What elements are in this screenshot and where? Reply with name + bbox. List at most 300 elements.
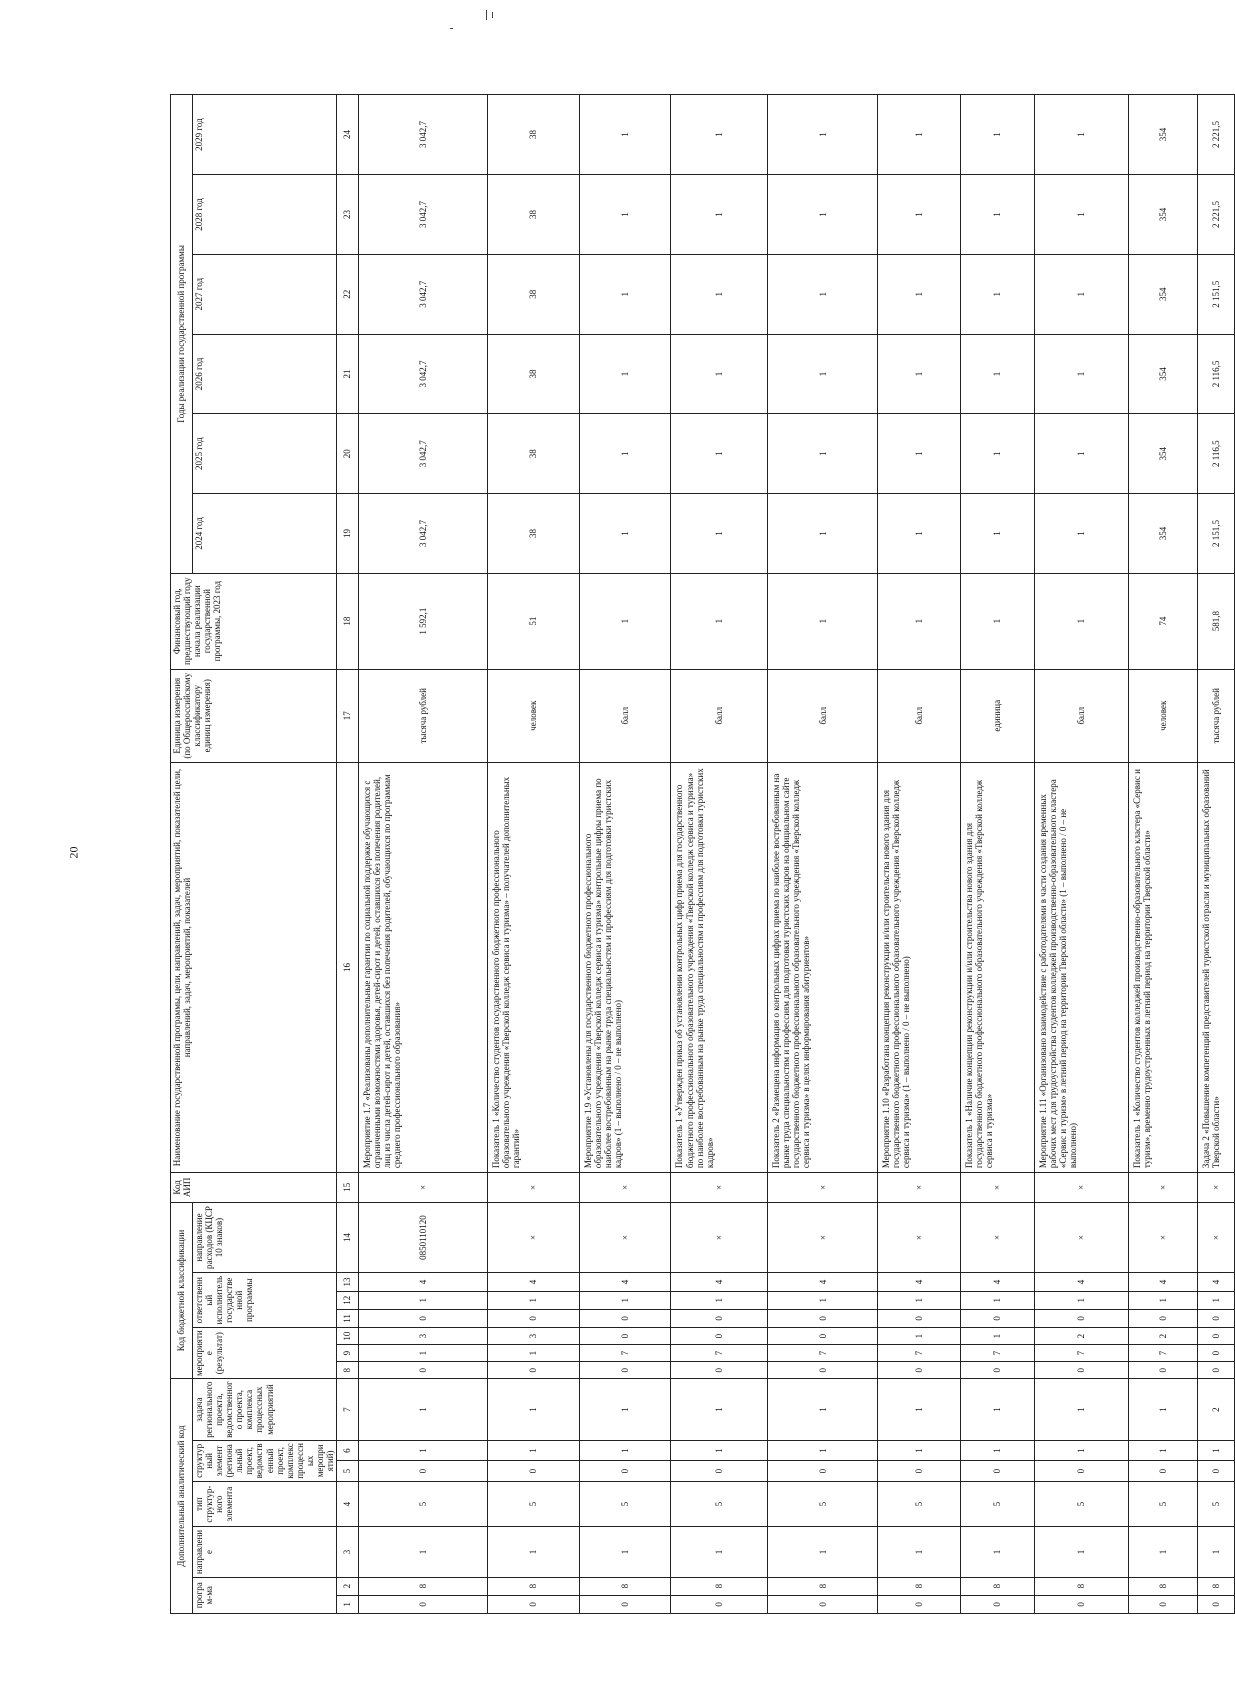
table-row bbox=[961, 95, 1035, 1614]
year-value-cell: 1 bbox=[767, 414, 877, 494]
code-cell: × bbox=[878, 1202, 961, 1273]
code-cell: 4 bbox=[1034, 1273, 1128, 1291]
code-cell: 8 bbox=[487, 1577, 579, 1595]
row-name: Мероприятие 1.9 «Установлены для государственного бюджетного профессионального образовательного учреждения «Тверской колледж сервиса и туризма» контрольные цифры приема по наиболее востребованным на рынке труда специальностям и профессиям для подготовки туристских кадров» (1 – выполнено / 0 – не выполнено) bbox=[579, 762, 671, 1172]
code-cell: 1 bbox=[878, 1379, 961, 1441]
table-row bbox=[1197, 95, 1234, 1614]
code-cell: 7 bbox=[767, 1345, 877, 1362]
code-cell: 8 bbox=[767, 1577, 877, 1595]
year-value-cell: 1 bbox=[961, 95, 1035, 175]
row-name: Показатель 1 «Утвержден приказ об установлении контрольных цифр приема для государственного бюджетного профессионального образовательного учреждения «Тверской колледж сервиса и туризма» по наиболее востребованным на рынке труда специальностям и профессиям для подготовки туристских кадров» bbox=[671, 762, 768, 1172]
year-value-cell: 1 bbox=[671, 334, 768, 414]
unit-cell: тысяча рублей bbox=[1197, 669, 1234, 762]
code-cell: × bbox=[961, 1202, 1035, 1273]
unit-cell: человек bbox=[487, 669, 579, 762]
header-additional-code: Дополнительный аналитический код bbox=[171, 1379, 193, 1614]
column-number: 1 bbox=[337, 1595, 359, 1613]
code-cell: 1 bbox=[1128, 1440, 1197, 1461]
year-value-cell: 1 bbox=[671, 95, 768, 175]
column-number: 6 bbox=[337, 1440, 359, 1461]
base-year-cell: 1 bbox=[878, 573, 961, 669]
year-value-cell: 38 bbox=[487, 494, 579, 574]
row-name: Мероприятие 1.7 «Реализованы дополнительные гарантии по социальной поддержке обучающихся с ограниченными возможностями здоровья, детей-сирот и детей, оставшихся без попечения родителей, лиц из числа детей-сирот и детей, оставшихся без попечения родителей, обучающихся по программам среднего профессионального образования» bbox=[358, 762, 487, 1172]
column-number: 16 bbox=[337, 762, 359, 1172]
year-value-cell: 1 bbox=[579, 334, 671, 414]
code-cell: 5 bbox=[1128, 1481, 1197, 1527]
code-cell: 0 bbox=[961, 1362, 1035, 1379]
code-cell: 0 bbox=[487, 1362, 579, 1379]
year-value-cell: 3 042,7 bbox=[358, 95, 487, 175]
code-cell: 1 bbox=[579, 1379, 671, 1441]
unit-cell: тысяча рублей bbox=[358, 669, 487, 762]
unit-cell: балл bbox=[767, 669, 877, 762]
code-cell: 1 bbox=[767, 1440, 877, 1461]
code-cell: 1 bbox=[487, 1440, 579, 1461]
code-cell: 4 bbox=[1128, 1273, 1197, 1291]
code-cell: 5 bbox=[1034, 1481, 1128, 1527]
code-cell: 1 bbox=[961, 1527, 1035, 1577]
year-value-cell: 38 bbox=[487, 414, 579, 494]
code-cell: 0 bbox=[767, 1595, 877, 1613]
year-value-cell: 1 bbox=[961, 494, 1035, 574]
code-cell: 2 bbox=[1128, 1328, 1197, 1345]
header-direction: направление bbox=[193, 1527, 337, 1577]
base-year-cell: 1 bbox=[1034, 573, 1128, 669]
code-cell: 5 bbox=[579, 1481, 671, 1527]
code-cell: 8 bbox=[878, 1577, 961, 1595]
code-cell: 0 bbox=[1128, 1309, 1197, 1327]
code-cell: 7 bbox=[671, 1345, 768, 1362]
code-cell: 0 bbox=[487, 1309, 579, 1327]
code-cell: 0 bbox=[579, 1362, 671, 1379]
column-number: 11 bbox=[337, 1309, 359, 1327]
year-value-cell: 1 bbox=[961, 175, 1035, 255]
table-row bbox=[767, 95, 877, 1614]
year-value-cell: 1 bbox=[767, 494, 877, 574]
column-number: 4 bbox=[337, 1481, 359, 1527]
row-name: Задача 2 «Повышение компетенций представителей туристской отрасли и муниципальных образований Тверской области» bbox=[1197, 762, 1234, 1172]
code-cell: 7 bbox=[579, 1345, 671, 1362]
code-cell: 0 bbox=[487, 1595, 579, 1613]
code-cell: × bbox=[1197, 1202, 1234, 1273]
code-cell: 1 bbox=[1197, 1440, 1234, 1461]
code-cell: 0 bbox=[1034, 1461, 1128, 1482]
column-number: 19 bbox=[337, 494, 359, 574]
code-cell: × bbox=[358, 1173, 487, 1203]
year-value-cell: 3 042,7 bbox=[358, 175, 487, 255]
year-value-cell: 1 bbox=[579, 175, 671, 255]
code-cell: 8 bbox=[1197, 1577, 1234, 1595]
year-value-cell: 1 bbox=[961, 414, 1035, 494]
code-cell: × bbox=[487, 1173, 579, 1203]
code-cell: 1 bbox=[878, 1291, 961, 1309]
code-cell: 0 bbox=[1128, 1595, 1197, 1613]
column-number: 8 bbox=[337, 1362, 359, 1379]
code-cell: 7 bbox=[1034, 1345, 1128, 1362]
row-name: Мероприятие 1.10 «Разработана концепция реконструкции и/или строительства нового здания для государственного бюджетного профессионального образовательного учреждения «Тверской колледж сервиса и туризма» (1 – выполнено / 0 – не выполнено) bbox=[878, 762, 961, 1172]
code-cell: 7 bbox=[878, 1345, 961, 1362]
code-cell: 1 bbox=[487, 1527, 579, 1577]
code-cell: 0 bbox=[878, 1595, 961, 1613]
code-cell: 1 bbox=[961, 1328, 1035, 1345]
code-cell: 7 bbox=[961, 1345, 1035, 1362]
code-cell: 1 bbox=[961, 1291, 1035, 1309]
table-row bbox=[671, 95, 768, 1614]
year-value-cell: 1 bbox=[671, 414, 768, 494]
code-cell: 3 bbox=[358, 1328, 487, 1345]
year-value-cell: 1 bbox=[878, 254, 961, 334]
code-cell: 0 bbox=[671, 1328, 768, 1345]
table-row bbox=[878, 95, 961, 1614]
column-number: 5 bbox=[337, 1461, 359, 1482]
table-row bbox=[1034, 95, 1128, 1614]
year-value-cell: 1 bbox=[1034, 494, 1128, 574]
code-cell: 1 bbox=[671, 1440, 768, 1461]
code-cell: 1 bbox=[1197, 1527, 1234, 1577]
code-cell: 5 bbox=[767, 1481, 877, 1527]
header-year: 2024 год bbox=[193, 494, 337, 574]
column-number: 12 bbox=[337, 1291, 359, 1309]
year-value-cell: 1 bbox=[1034, 254, 1128, 334]
base-year-cell: 1 bbox=[961, 573, 1035, 669]
year-value-cell: 1 bbox=[767, 254, 877, 334]
rotated-table-wrapper bbox=[170, 94, 1221, 1614]
header-year: 2027 год bbox=[193, 254, 337, 334]
header-program: програм-ма bbox=[193, 1577, 337, 1613]
code-cell: 4 bbox=[358, 1273, 487, 1291]
table-row bbox=[487, 95, 579, 1614]
year-value-cell: 1 bbox=[1034, 414, 1128, 494]
code-cell: 0 bbox=[579, 1328, 671, 1345]
column-number: 13 bbox=[337, 1273, 359, 1291]
code-cell: 1 bbox=[671, 1291, 768, 1309]
header-expense: направление расходов (КЦСР 10 знаков) bbox=[193, 1202, 337, 1273]
year-value-cell: 38 bbox=[487, 254, 579, 334]
year-value-cell: 354 bbox=[1128, 494, 1197, 574]
column-number: 18 bbox=[337, 573, 359, 669]
code-cell: 0 bbox=[358, 1362, 487, 1379]
column-number: 15 bbox=[337, 1173, 359, 1203]
year-value-cell: 1 bbox=[878, 494, 961, 574]
base-year-cell: 74 bbox=[1128, 573, 1197, 669]
year-value-cell: 1 bbox=[878, 95, 961, 175]
code-cell: 4 bbox=[961, 1273, 1035, 1291]
column-number: 2 bbox=[337, 1577, 359, 1595]
year-value-cell: 1 bbox=[579, 414, 671, 494]
code-cell: 5 bbox=[358, 1481, 487, 1527]
code-cell: 0850110120 bbox=[358, 1202, 487, 1273]
code-cell: 0 bbox=[1128, 1362, 1197, 1379]
code-cell: 2 bbox=[1034, 1328, 1128, 1345]
column-number: 10 bbox=[337, 1328, 359, 1345]
code-cell: × bbox=[671, 1173, 768, 1203]
header-name: Наименование государственной программы, цели, направлений, задач, мероприятий, показателей цели, направлений, задач, мероприятий, показателей bbox=[171, 762, 337, 1172]
code-cell: 1 bbox=[579, 1527, 671, 1577]
code-cell: 0 bbox=[767, 1309, 877, 1327]
code-cell: 2 bbox=[1197, 1379, 1234, 1441]
code-cell: × bbox=[1034, 1173, 1128, 1203]
code-cell: 0 bbox=[1128, 1461, 1197, 1482]
code-cell: 1 bbox=[1128, 1291, 1197, 1309]
unit-cell: балл bbox=[579, 669, 671, 762]
code-cell: × bbox=[1128, 1173, 1197, 1203]
unit-cell: балл bbox=[1034, 669, 1128, 762]
code-cell: 8 bbox=[961, 1577, 1035, 1595]
year-value-cell: 38 bbox=[487, 334, 579, 414]
page-number: 20 bbox=[66, 846, 81, 859]
year-value-cell: 2 221,5 bbox=[1197, 175, 1234, 255]
code-cell: 1 bbox=[1034, 1291, 1128, 1309]
year-value-cell: 3 042,7 bbox=[358, 254, 487, 334]
header-type: тип структур-ного элемента bbox=[193, 1481, 337, 1527]
unit-cell: балл bbox=[671, 669, 768, 762]
code-cell: 1 bbox=[878, 1328, 961, 1345]
year-value-cell: 1 bbox=[579, 95, 671, 175]
code-cell: 8 bbox=[671, 1577, 768, 1595]
code-cell: 1 bbox=[579, 1291, 671, 1309]
code-cell: 8 bbox=[358, 1577, 487, 1595]
year-value-cell: 1 bbox=[579, 494, 671, 574]
code-cell: 0 bbox=[579, 1461, 671, 1482]
code-cell: 0 bbox=[579, 1595, 671, 1613]
column-number: 3 bbox=[337, 1527, 359, 1577]
code-cell: 1 bbox=[358, 1291, 487, 1309]
code-cell: 0 bbox=[671, 1309, 768, 1327]
year-value-cell: 1 bbox=[671, 254, 768, 334]
base-year-cell: 1 bbox=[579, 573, 671, 669]
code-cell: 0 bbox=[767, 1362, 877, 1379]
year-value-cell: 1 bbox=[1034, 334, 1128, 414]
unit-cell: единица bbox=[961, 669, 1035, 762]
year-value-cell: 2 221,5 bbox=[1197, 95, 1234, 175]
row-name: Мероприятие 1.11 «Организовано взаимодействие с работодателями в части создания временных рабочих мест для трудоустройства студентов колледжей производственно-образовательного кластера «Сервис и туризм» в летний период на территории Тверской области» (1 – выполнено / 0 – не выполнено) bbox=[1034, 762, 1128, 1172]
base-year-cell: 1 592,1 bbox=[358, 573, 487, 669]
code-cell: 0 bbox=[579, 1309, 671, 1327]
code-cell: 0 bbox=[1034, 1309, 1128, 1327]
header-base-year: Финансовый год, предшествующий году начала реализации государственной программы, 2023 год bbox=[171, 573, 337, 669]
year-value-cell: 1 bbox=[671, 494, 768, 574]
year-value-cell: 38 bbox=[487, 95, 579, 175]
year-value-cell: 2 116,5 bbox=[1197, 414, 1234, 494]
code-cell: 4 bbox=[767, 1273, 877, 1291]
code-cell: 1 bbox=[767, 1291, 877, 1309]
header-executor: ответственный исполнитель государственной программы bbox=[193, 1273, 337, 1328]
code-cell: 4 bbox=[487, 1273, 579, 1291]
code-cell: 0 bbox=[961, 1595, 1035, 1613]
code-cell: 1 bbox=[358, 1527, 487, 1577]
code-cell: 1 bbox=[671, 1527, 768, 1577]
code-cell: 0 bbox=[878, 1362, 961, 1379]
code-cell: 7 bbox=[1128, 1345, 1197, 1362]
header-year: 2025 год bbox=[193, 414, 337, 494]
code-cell: 4 bbox=[1197, 1273, 1234, 1291]
year-value-cell: 1 bbox=[961, 334, 1035, 414]
year-value-cell: 2 116,5 bbox=[1197, 334, 1234, 414]
column-number: 24 bbox=[337, 95, 359, 175]
code-cell: 1 bbox=[487, 1379, 579, 1441]
header-budget-code: Код бюджетной классификации bbox=[171, 1202, 193, 1379]
column-number: 22 bbox=[337, 254, 359, 334]
table-row bbox=[358, 95, 487, 1614]
scan-mark bbox=[492, 12, 493, 18]
code-cell: 0 bbox=[878, 1461, 961, 1482]
code-cell: 0 bbox=[961, 1309, 1035, 1327]
year-value-cell: 3 042,7 bbox=[358, 334, 487, 414]
year-value-cell: 1 bbox=[961, 254, 1035, 334]
code-cell: × bbox=[767, 1202, 877, 1273]
code-cell: 4 bbox=[878, 1273, 961, 1291]
code-cell: × bbox=[1197, 1173, 1234, 1203]
code-cell: 0 bbox=[358, 1461, 487, 1482]
code-cell: × bbox=[671, 1202, 768, 1273]
header-unit: Единица измерения (по Общероссийскому классификатору единиц измерения) bbox=[171, 669, 337, 762]
row-name: Показатель 1 «Наличие концепции реконструкции и/или строительства нового здания для государственного бюджетного профессионального образовательного учреждения «Тверской колледж сервиса и туризма» bbox=[961, 762, 1035, 1172]
code-cell: 0 bbox=[1034, 1595, 1128, 1613]
year-value-cell: 1 bbox=[878, 334, 961, 414]
column-number: 20 bbox=[337, 414, 359, 494]
year-value-cell: 2 151,5 bbox=[1197, 254, 1234, 334]
code-cell: 1 bbox=[961, 1440, 1035, 1461]
code-cell: 0 bbox=[961, 1461, 1035, 1482]
code-cell: 4 bbox=[671, 1273, 768, 1291]
code-cell: 1 bbox=[1034, 1527, 1128, 1577]
code-cell: 1 bbox=[878, 1440, 961, 1461]
code-cell: 0 bbox=[1197, 1461, 1234, 1482]
header-struct: структурный элемент (региональный проект, ведомственный проект, комплекс процессных мероприятий) bbox=[193, 1440, 337, 1481]
code-cell: 0 bbox=[878, 1309, 961, 1327]
code-cell: 0 bbox=[1034, 1362, 1128, 1379]
code-cell: 0 bbox=[1197, 1362, 1234, 1379]
code-cell: × bbox=[961, 1173, 1035, 1203]
year-value-cell: 1 bbox=[878, 175, 961, 255]
code-cell: 0 bbox=[671, 1595, 768, 1613]
base-year-cell: 1 bbox=[767, 573, 877, 669]
year-value-cell: 1 bbox=[767, 175, 877, 255]
row-name: Показатель 2 «Размещена информация о контрольных цифрах приема по наиболее востребованным на рынке труда специальностям и профессиям для подготовки туристских кадров на официальном сайте государственного бюджетного профессионального образовательного учреждения «Тверской колледж сервиса и туризма» в целях информирования абитуриентов» bbox=[767, 762, 877, 1172]
code-cell: 1 bbox=[579, 1440, 671, 1461]
header-year: 2028 год bbox=[193, 175, 337, 255]
code-cell: 8 bbox=[1128, 1577, 1197, 1595]
header-task: задача регионального проекта, ведомственного проекта, комплекса процессных мероприятий bbox=[193, 1379, 337, 1441]
year-value-cell: 1 bbox=[1034, 175, 1128, 255]
table-row bbox=[1128, 95, 1197, 1614]
code-cell: 1 bbox=[487, 1345, 579, 1362]
table-row bbox=[579, 95, 671, 1614]
code-cell: 1 bbox=[358, 1345, 487, 1362]
code-cell: × bbox=[1128, 1202, 1197, 1273]
code-cell: 1 bbox=[671, 1379, 768, 1441]
program-table bbox=[170, 94, 1235, 1614]
scan-mark bbox=[450, 28, 453, 29]
code-cell: 1 bbox=[767, 1527, 877, 1577]
year-value-cell: 1 bbox=[767, 95, 877, 175]
code-cell: × bbox=[579, 1173, 671, 1203]
code-cell: × bbox=[487, 1202, 579, 1273]
year-value-cell: 3 042,7 bbox=[358, 494, 487, 574]
row-name: Показатель 1 «Количество студентов государственного бюджетного профессионального образовательного учреждения «Тверской колледж сервиса и туризма» – получателей дополнительных гарантий» bbox=[487, 762, 579, 1172]
year-value-cell: 1 bbox=[878, 414, 961, 494]
code-cell: 1 bbox=[358, 1379, 487, 1441]
year-value-cell: 1 bbox=[579, 254, 671, 334]
code-cell: × bbox=[1034, 1202, 1128, 1273]
code-cell: 1 bbox=[961, 1379, 1035, 1441]
year-value-cell: 3 042,7 bbox=[358, 414, 487, 494]
code-cell: × bbox=[878, 1173, 961, 1203]
year-value-cell: 354 bbox=[1128, 334, 1197, 414]
year-value-cell: 1 bbox=[767, 334, 877, 414]
code-cell: 1 bbox=[1034, 1440, 1128, 1461]
code-cell: 4 bbox=[579, 1273, 671, 1291]
code-cell: 0 bbox=[1197, 1328, 1234, 1345]
code-cell: × bbox=[767, 1173, 877, 1203]
column-number: 9 bbox=[337, 1345, 359, 1362]
code-cell: 5 bbox=[671, 1481, 768, 1527]
code-cell: 0 bbox=[487, 1461, 579, 1482]
year-value-cell: 1 bbox=[671, 175, 768, 255]
header-year: 2029 год bbox=[193, 95, 337, 175]
code-cell: 0 bbox=[767, 1461, 877, 1482]
code-cell: 0 bbox=[358, 1595, 487, 1613]
code-cell: 1 bbox=[1034, 1379, 1128, 1441]
column-number: 17 bbox=[337, 669, 359, 762]
code-cell: 0 bbox=[1197, 1595, 1234, 1613]
code-cell: 5 bbox=[961, 1481, 1035, 1527]
header-aip: Код АИП bbox=[171, 1173, 337, 1203]
code-cell: 0 bbox=[671, 1362, 768, 1379]
year-value-cell: 354 bbox=[1128, 175, 1197, 255]
code-cell: 8 bbox=[1034, 1577, 1128, 1595]
code-cell: 5 bbox=[1197, 1481, 1234, 1527]
code-cell: 3 bbox=[487, 1328, 579, 1345]
header-event: мероприятие (результат) bbox=[193, 1328, 337, 1379]
code-cell: 0 bbox=[358, 1309, 487, 1327]
code-cell: 1 bbox=[1128, 1527, 1197, 1577]
row-name: Показатель 1 «Количество студентов колледжей производственно-образовательного кластера «Сервис и туризм», временно трудоустроенных в летний период на территории Тверской области» bbox=[1128, 762, 1197, 1172]
column-number: 21 bbox=[337, 334, 359, 414]
year-value-cell: 38 bbox=[487, 175, 579, 255]
unit-cell: человек bbox=[1128, 669, 1197, 762]
column-number: 14 bbox=[337, 1202, 359, 1273]
year-value-cell: 2 151,5 bbox=[1197, 494, 1234, 574]
code-cell: 0 bbox=[1197, 1345, 1234, 1362]
code-cell: 5 bbox=[487, 1481, 579, 1527]
base-year-cell: 581,8 bbox=[1197, 573, 1234, 669]
year-value-cell: 354 bbox=[1128, 254, 1197, 334]
column-number: 7 bbox=[337, 1379, 359, 1441]
year-value-cell: 354 bbox=[1128, 95, 1197, 175]
column-number: 23 bbox=[337, 175, 359, 255]
code-cell: × bbox=[579, 1202, 671, 1273]
header-year: 2026 год bbox=[193, 334, 337, 414]
year-value-cell: 354 bbox=[1128, 414, 1197, 494]
code-cell: 1 bbox=[878, 1527, 961, 1577]
unit-cell: балл bbox=[878, 669, 961, 762]
code-cell: 1 bbox=[487, 1291, 579, 1309]
code-cell: 0 bbox=[671, 1461, 768, 1482]
code-cell: 1 bbox=[358, 1440, 487, 1461]
base-year-cell: 51 bbox=[487, 573, 579, 669]
code-cell: 0 bbox=[767, 1328, 877, 1345]
code-cell: 8 bbox=[579, 1577, 671, 1595]
code-cell: 0 bbox=[1197, 1309, 1234, 1327]
header-years-group: Годы реализации государственной программы bbox=[171, 95, 193, 574]
year-value-cell: 1 bbox=[1034, 95, 1128, 175]
base-year-cell: 1 bbox=[671, 573, 768, 669]
code-cell: 1 bbox=[767, 1379, 877, 1441]
code-cell: 1 bbox=[1128, 1379, 1197, 1441]
scan-mark bbox=[486, 10, 487, 20]
code-cell: 5 bbox=[878, 1481, 961, 1527]
